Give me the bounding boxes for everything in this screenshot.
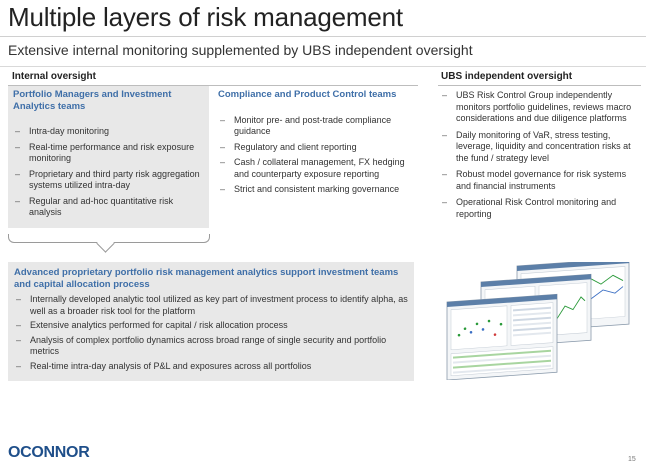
- oconnor-logo: OCONNOR: [8, 444, 90, 461]
- title-divider: [0, 36, 646, 37]
- list-item: – Intra-day monitoring: [13, 126, 203, 138]
- list-item: – Daily monitoring of VaR, stress testing, leverage, liquidity and concentration risks at the fund / strategy level: [440, 130, 640, 165]
- analytics-heading: Advanced proprietary portfolio risk management analytics support investment teams and capital allocation process: [14, 267, 399, 290]
- list-item: – Real-time performance and risk exposure monitoring: [13, 142, 203, 165]
- list-item: – Operational Risk Control monitoring and reporting: [440, 197, 640, 220]
- list-item: – Robust model governance for risk systems and financial instruments: [440, 169, 640, 192]
- page-number: 15: [628, 456, 636, 463]
- list-item: – Monitor pre- and post-trade compliance guidance: [218, 115, 414, 138]
- subtitle-divider: [0, 66, 646, 67]
- analytics-panel: [8, 262, 414, 381]
- list-item: – Cash / collateral management, FX hedging and counterparty exposure reporting: [218, 157, 414, 180]
- ubs-list: [440, 90, 640, 220]
- list-item: – UBS Risk Control Group independently monitors portfolio guidelines, reviews macro considerations and due diligence platforms: [440, 90, 640, 125]
- ubs-oversight-header: UBS independent oversight: [438, 69, 641, 86]
- portfolio-managers-heading: Portfolio Managers and Investment Analytics teams: [13, 89, 172, 112]
- internal-oversight-header: Internal oversight: [8, 69, 418, 86]
- list-item: – Strict and consistent marking governance: [218, 184, 414, 196]
- compliance-list: [218, 115, 414, 196]
- compliance-heading: Compliance and Product Control teams: [218, 89, 397, 100]
- analytics-list: [14, 294, 410, 375]
- list-item: – Real-time intra-day analysis of P&L and exposures across all portfolios: [14, 361, 410, 373]
- list-item: – Internally developed analytic tool utilized as key part of investment process to identify alpha, as well as a broader risk tool for the platform: [14, 294, 410, 317]
- list-item: – Regular and ad-hoc quantitative risk analysis: [13, 196, 203, 219]
- list-item: – Analysis of complex portfolio dynamics across broad range of single security and portfolio metrics: [14, 335, 410, 358]
- list-item: – Regulatory and client reporting: [218, 142, 414, 154]
- ubs-section: [440, 90, 640, 225]
- portfolio-managers-section: [13, 89, 203, 223]
- slide-subtitle: Extensive internal monitoring supplemented by UBS independent oversight: [8, 42, 473, 58]
- list-item: – Proprietary and third party risk aggregation systems utilized intra-day: [13, 169, 203, 192]
- portfolio-managers-list: [13, 126, 203, 219]
- compliance-section: [218, 89, 414, 200]
- slide-title: Multiple layers of risk management: [8, 2, 403, 32]
- list-item: – Extensive analytics performed for capital / risk allocation process: [14, 320, 410, 332]
- risk-analytics-screenshots-image: [445, 262, 631, 380]
